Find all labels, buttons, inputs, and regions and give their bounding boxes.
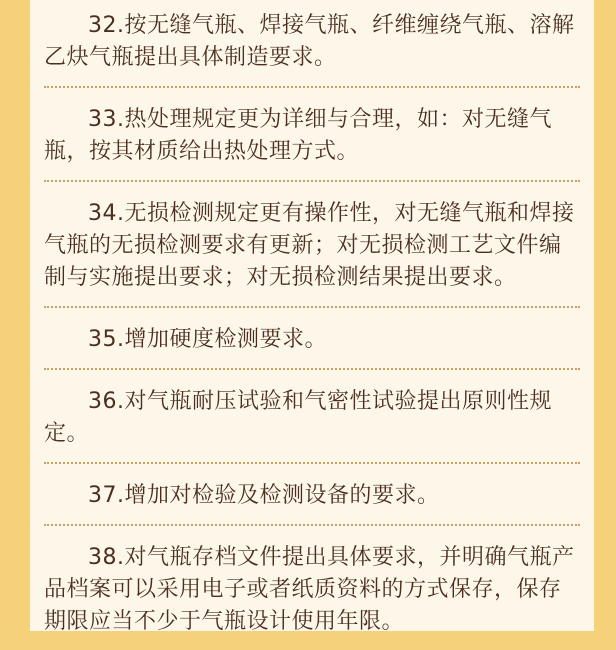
clause-35: 35.增加硬度检测要求。	[44, 308, 580, 370]
clause-36: 36.对气瓶耐压试验和气密性试验提出原则性规定。	[44, 370, 580, 464]
document-panel	[30, 0, 594, 634]
clause-32: 32.按无缝气瓶、焊接气瓶、纤维缠绕气瓶、溶解乙炔气瓶提出具体制造要求。	[44, 0, 580, 88]
clause-33: 33.热处理规定更为详细与合理，如：对无缝气瓶，按其材质给出热处理方式。	[44, 88, 580, 182]
clause-37: 37.增加对检验及检测设备的要求。	[44, 464, 580, 526]
clause-38: 38.对气瓶存档文件提出具体要求，并明确气瓶产品档案可以采用电子或者纸质资料的方式保存，保存期限应当不少于气瓶设计使用年限。	[44, 545, 575, 634]
clause-34: 34.无损检测规定更有操作性，对无缝气瓶和焊接气瓶的无损检测要求有更新；对无损检测工艺文件编制与实施提出要求；对无损检测结果提出要求。	[44, 182, 580, 308]
